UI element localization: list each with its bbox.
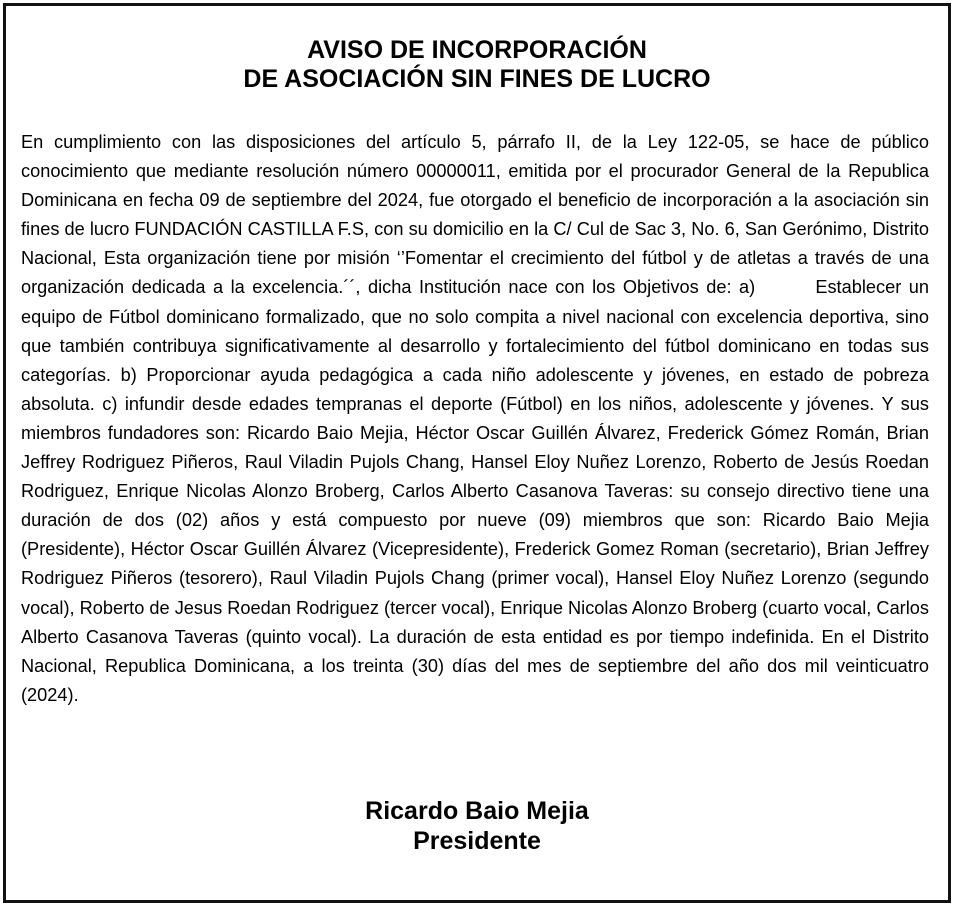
signature-name: Ricardo Baio Mejia [365,797,589,825]
signature-block [6,796,948,856]
notice-title [6,36,948,94]
notice-box [3,3,951,903]
notice-body: En cumplimiento con las disposiciones del artículo 5, párrafo II, de la Ley 122-05, se hace de público conocimiento que mediante resolución número 00000011, emitida por el procurador General de la Republica Dominicana en fecha 09 de septiembre del 2024, fue otorgado el beneficio de incorporación a la asociación sin fines de lucro FUNDACIÓN CASTILLA F.S, con su domicilio en la C/ Cul de Sac 3, No. 6, San Gerónimo, Distrito Nacional, Esta organización tiene por misión ‘’Fomentar el crecimiento del fútbol y de atletas a través de una organización dedicada a la excelencia.´´, dicha Institución nace con los Objetivos de: a) Establecer un equipo de Fútbol dominicano formalizado, que no solo compita a nivel nacional con excelencia deportiva, sino que también contribuya significativamente al desarrollo y fortalecimiento del fútbol dominicano en todas sus categorías. b) Proporcionar ayuda pedagógica a cada niño adolescente y jóvenes, en estado de pobreza absoluta. c) infundir desde edades tempranas el deporte (Fútbol) en los niños, adolescente y jóvenes. Y sus miembros fundadores son: Ricardo Baio Mejia, Héctor Oscar Guillén Álvarez, Frederick Gómez Román, Brian Jeffrey Rodriguez Piñeros, Raul Viladin Pujols Chang, Hansel Eloy Nuñez Lorenzo, Roberto de Jesús Roedan Rodriguez, Enrique Nicolas Alonzo Broberg, Carlos Alberto Casanova Taveras: su consejo directivo tiene una duración de dos (02) años y está compuesto por nueve (09) miembros que son: Ricardo Baio Mejia (Presidente), Héctor Oscar Guillén Álvarez (Vicepresidente), Frederick Gomez Roman (secretario), Brian Jeffrey Rodriguez Piñeros (tesorero), Raul Viladin Pujols Chang (primer vocal), Hansel Eloy Nuñez Lorenzo (segundo vocal), Roberto de Jesus Roedan Rodriguez (tercer vocal), Enrique Nicolas Alonzo Broberg (cuarto vocal, Carlos Alberto Casanova Taveras (quinto vocal). La duración de esta entidad es por tiempo indefinida. En el Distrito Nacional, Republica Dominicana, a los treinta (30) días del mes de septiembre del año dos mil veinticuatro (2024). [21,132,935,705]
signature-title: Presidente [413,827,541,855]
notice-title-line-1: AVISO DE INCORPORACIÓN [307,36,647,64]
notice-title-line-2: DE ASOCIACIÓN SIN FINES DE LUCRO [243,65,711,93]
